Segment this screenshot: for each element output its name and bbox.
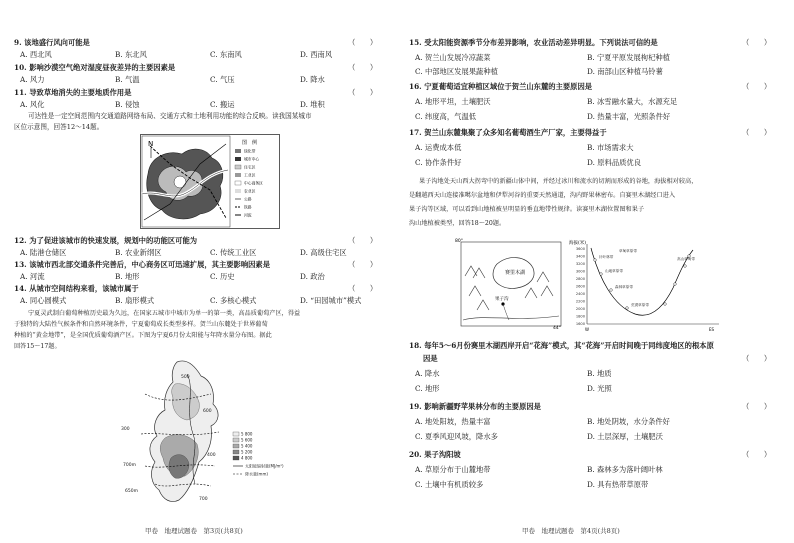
q15-option-b: B. 宁夏平原发展枸杞种植 — [587, 53, 670, 62]
sayram-lake-map — [455, 236, 565, 330]
map2-legend-3: 5 400 — [241, 443, 253, 449]
q16-paren: （ ） — [742, 82, 772, 91]
q20-option-b: B. 森林多为落叶阔叶林 — [587, 465, 663, 474]
town-label: 果子沟 — [495, 297, 509, 302]
passage3-line2: 是翻越西天山连接准噶尔盆地和伊犁河谷的重要天然通道，沟内野果林密布。自赛里木湖经口进入 — [409, 192, 676, 199]
q12-option-a: A. 陆港仓储区 — [20, 248, 67, 257]
q14-option-b: B. 扇形模式 — [115, 296, 155, 305]
q9-option-d: D. 西南风 — [300, 50, 333, 59]
q18-option-c: C. 地形 — [415, 384, 440, 393]
legend-item-4: 工业区 — [244, 172, 256, 178]
q15-option-a: A. 贺兰山发展冷凉蔬菜 — [415, 53, 491, 62]
q17-option-d: D. 原料品质优良 — [587, 158, 642, 167]
q20-paren: （ ） — [742, 450, 772, 459]
q15-option-d: D. 南部山区种植马铃薯 — [587, 67, 663, 76]
label-meadow-steppe: 草甸草原带 — [619, 249, 637, 253]
label-mountain-steppe: 山地草原带 — [605, 269, 623, 273]
map2-label-600: 600 — [203, 409, 212, 414]
map2-label-650m: 650m — [125, 489, 138, 494]
q16-option-d: D. 热量丰富，光照条件好 — [587, 112, 671, 121]
map2-label-300: 300 — [121, 427, 130, 432]
q18-stem-cont: 因是 — [423, 354, 438, 363]
map2-legend-4: 5 200 — [241, 449, 253, 455]
q18-paren: （ ） — [742, 354, 772, 363]
q9-option-b: B. 东北风 — [115, 50, 147, 59]
passage1-line2: 区位示意图，回答12～14题。 — [14, 123, 104, 131]
legend-item-3: 住宅区 — [244, 164, 256, 170]
q12-paren: （ ） — [348, 236, 378, 245]
tick-2000: 2000 — [575, 307, 585, 311]
q13-option-b: B. 地形 — [115, 272, 140, 281]
q16-option-c: C. 纬度高，气温低 — [415, 112, 477, 121]
lake-label: 赛里木湖 — [505, 270, 526, 276]
tick-3600: 3600 — [575, 247, 585, 251]
north-arrow-label: N — [148, 140, 154, 148]
legend-item-5: 中心商务区 — [244, 180, 263, 186]
tick-2200: 2200 — [575, 299, 585, 304]
q11-paren: （ ） — [348, 88, 378, 97]
label-conifer: 针叶林带 — [599, 255, 614, 259]
q17-option-b: B. 市场需求大 — [587, 143, 634, 152]
map2-legend-5: 4 800 — [241, 455, 253, 461]
q10-option-c: C. 气压 — [210, 75, 235, 84]
q9-option-a: A. 西北风 — [20, 50, 52, 59]
q19-option-a: A. 地处阳坡，热量丰富 — [415, 417, 491, 426]
q13-stem: 13. 该城市西北部交通条件完善后，中心商务区可迅速扩展，其主要影响因素是 — [14, 260, 271, 269]
q18-option-b: B. 地质 — [587, 369, 612, 378]
q12-option-d: D. 高级住宅区 — [300, 248, 347, 257]
coord-80: 80° — [455, 239, 463, 244]
passage3-line4: 沟山地植被类型，回答18～20题。 — [409, 220, 506, 227]
map2-label-500: 500 — [181, 375, 190, 380]
right-page — [397, 0, 794, 543]
coord-44: 44° — [553, 326, 561, 330]
right-footer: 甲卷 地理试题卷 第4页(共8页) — [522, 527, 620, 535]
q11-option-a: A. 风化 — [20, 100, 45, 109]
legend-item-7: 公路 — [244, 196, 252, 202]
legend-title: 图 例 — [242, 140, 258, 146]
passage2-line4: 回答15～17题。 — [14, 343, 61, 350]
q9-option-c: C. 东南风 — [210, 50, 242, 59]
q13-paren: （ ） — [348, 260, 378, 269]
vegetation-profile-chart — [569, 238, 739, 332]
passage3-line1: 果子沟地处天山西大拐弯中的新疆山体中间，并经过冰川和流水的切割而形成的谷地，海拔相对较高， — [419, 178, 698, 185]
tick-3400: 3400 — [575, 254, 585, 259]
q9-stem: 9. 该地盛行风向可能是 — [14, 38, 90, 47]
profile-ylabel: 海拔(米) — [569, 241, 587, 246]
label-desert-steppe: 荒漠草原带 — [631, 303, 649, 307]
q14-option-a: A. 同心圆模式 — [20, 296, 67, 305]
q17-paren: （ ） — [742, 128, 772, 137]
q17-option-a: A. 运费成本低 — [415, 143, 462, 152]
q14-paren: （ ） — [348, 284, 378, 293]
q18-option-d: D. 光照 — [587, 384, 612, 393]
tick-2600: 2600 — [575, 284, 585, 289]
q20-option-c: C. 土壤中有机质较多 — [415, 480, 484, 489]
tick-3200: 3200 — [575, 262, 585, 266]
passage2-line3: 种植的“黄金地带”，是全国优质葡萄酒产区。下图为宁夏6月份太阳能与年降水量分布图。据此 — [14, 332, 272, 339]
tick-2800: 2800 — [575, 277, 585, 281]
q15-paren: （ ） — [742, 38, 772, 47]
passage3-line3: 果子沟等区域，可以看到山地植被呈明显的垂直地带性规律。读赛里木湖位置图和果子 — [409, 206, 645, 213]
q13-option-c: C. 历史 — [210, 272, 235, 281]
q16-option-b: B. 冰雪融水量大，水源充足 — [587, 97, 678, 106]
q14-option-c: C. 多核心模式 — [210, 296, 257, 305]
ningxia-map — [115, 354, 305, 514]
q19-option-c: C. 夏季风迎风坡，降水多 — [415, 432, 498, 441]
map2-legend-1: 5 800 — [241, 431, 253, 437]
q16-option-a: A. 地形平坦，土壤肥沃 — [415, 97, 491, 106]
q20-stem: 20. 果子沟阳坡 — [409, 450, 461, 459]
q11-stem: 11. 导致草地消失的主要地质作用是 — [14, 88, 132, 97]
map2-label-400: 400 — [207, 453, 216, 458]
q14-stem: 14. 从城市空间结构来看，该城市属于 — [14, 284, 139, 293]
legend-item-6: 农业区 — [244, 188, 256, 194]
label-forest-steppe: 森林草原带 — [615, 285, 633, 289]
map2-label-700: 700 — [199, 497, 208, 502]
q20-option-a: A. 草原分布于山麓地带 — [415, 465, 491, 474]
q10-option-a: A. 风力 — [20, 75, 45, 84]
q17-stem: 17. 贺兰山东麓集聚了众多知名葡萄酒生产厂家，主要得益于 — [409, 128, 607, 137]
tick-3000: 3000 — [575, 269, 585, 274]
q20-option-d: D. 具有热带草原带 — [587, 480, 649, 489]
passage1-line1: 可达性是一定空间范围内交通道路网络布局、交通方式和土地利用功能的综合反映。读我国某城市 — [28, 112, 312, 120]
q13-option-d: D. 政治 — [300, 272, 325, 281]
q19-stem: 19. 影响新疆野苹果林分布的主要原因是 — [409, 402, 541, 411]
label-alpine-meadow: 高山草甸带 — [677, 257, 695, 261]
map2-legend-precip: 降水量(mm) — [245, 471, 268, 477]
legend-item-9: 河流 — [244, 212, 252, 218]
tick-2400: 2400 — [575, 292, 585, 296]
q15-option-c: C. 中部地区发展果蔬种植 — [415, 67, 498, 76]
q17-option-c: C. 协作条件好 — [415, 158, 462, 167]
q11-option-b: B. 侵蚀 — [115, 100, 140, 109]
passage2-line2: 于独特的大陆性气候条件和自然环境条件，宁夏葡萄成长类型多样。贺兰山东麓处于世界葡萄 — [14, 321, 268, 328]
q12-option-c: C. 传统工业区 — [210, 248, 257, 257]
q16-stem: 16. 宁夏葡萄适宜种植区域位于贺兰山东麓的主要原因是 — [409, 82, 593, 91]
tick-1800: 1800 — [575, 314, 585, 319]
q14-option-d: D. “田园城市”模式 — [300, 296, 362, 305]
q18-stem: 18. 每年5～6月份赛里木湖西岸开启“花海”模式，其“花海”开启时间晚于同纬度地区的根本原 — [409, 341, 714, 350]
profile-x-left: W — [585, 327, 589, 332]
left-footer: 甲卷 地理试题卷 第3页(共8页) — [145, 527, 243, 535]
legend-item-8: 铁路 — [244, 204, 252, 210]
map2-label-700m: 700m — [123, 463, 136, 468]
q19-paren: （ ） — [742, 402, 772, 411]
map2-legend-solar: 太阳能辐射量(MJ/m²) — [245, 463, 284, 469]
passage2-line1: 宁夏灵武制白葡萄种植历史最为久远，在国家五城市中城市为单一的第一类，高品质葡萄产区，得益 — [28, 310, 301, 317]
q10-option-d: D. 降水 — [300, 75, 325, 84]
legend-item-1: 绿化带 — [244, 148, 256, 154]
q15-stem: 15. 受太阳能资源季节分布差异影响，农业活动差异明显。下列说法可信的是 — [409, 38, 658, 47]
q19-option-b: B. 地处阴坡，水分条件好 — [587, 417, 670, 426]
q10-stem: 10. 影响沙漠空气绝对湿度昼夜差异的主要因素是 — [14, 63, 176, 72]
q12-stem: 12. 为了促进该城市的快速发展，规划中的功能区可能为 — [14, 236, 198, 245]
city-map — [140, 134, 280, 229]
q18-option-a: A. 降水 — [415, 369, 440, 378]
q19-option-d: D. 土层深厚，土壤肥沃 — [587, 432, 663, 441]
q9-paren: （ ） — [348, 38, 378, 47]
legend-item-2: 城市中心 — [244, 156, 260, 162]
q13-option-a: A. 河流 — [20, 272, 45, 281]
map2-legend-2: 5 600 — [241, 437, 253, 443]
q12-option-b: B. 农业新纲区 — [115, 248, 162, 257]
tick-1600: 1600 — [575, 322, 585, 326]
q11-option-c: C. 搬运 — [210, 100, 235, 109]
q10-paren: （ ） — [348, 63, 378, 72]
q11-option-d: D. 堆积 — [300, 100, 325, 109]
profile-x-right: ES — [709, 327, 715, 332]
q10-option-b: B. 气温 — [115, 75, 140, 84]
